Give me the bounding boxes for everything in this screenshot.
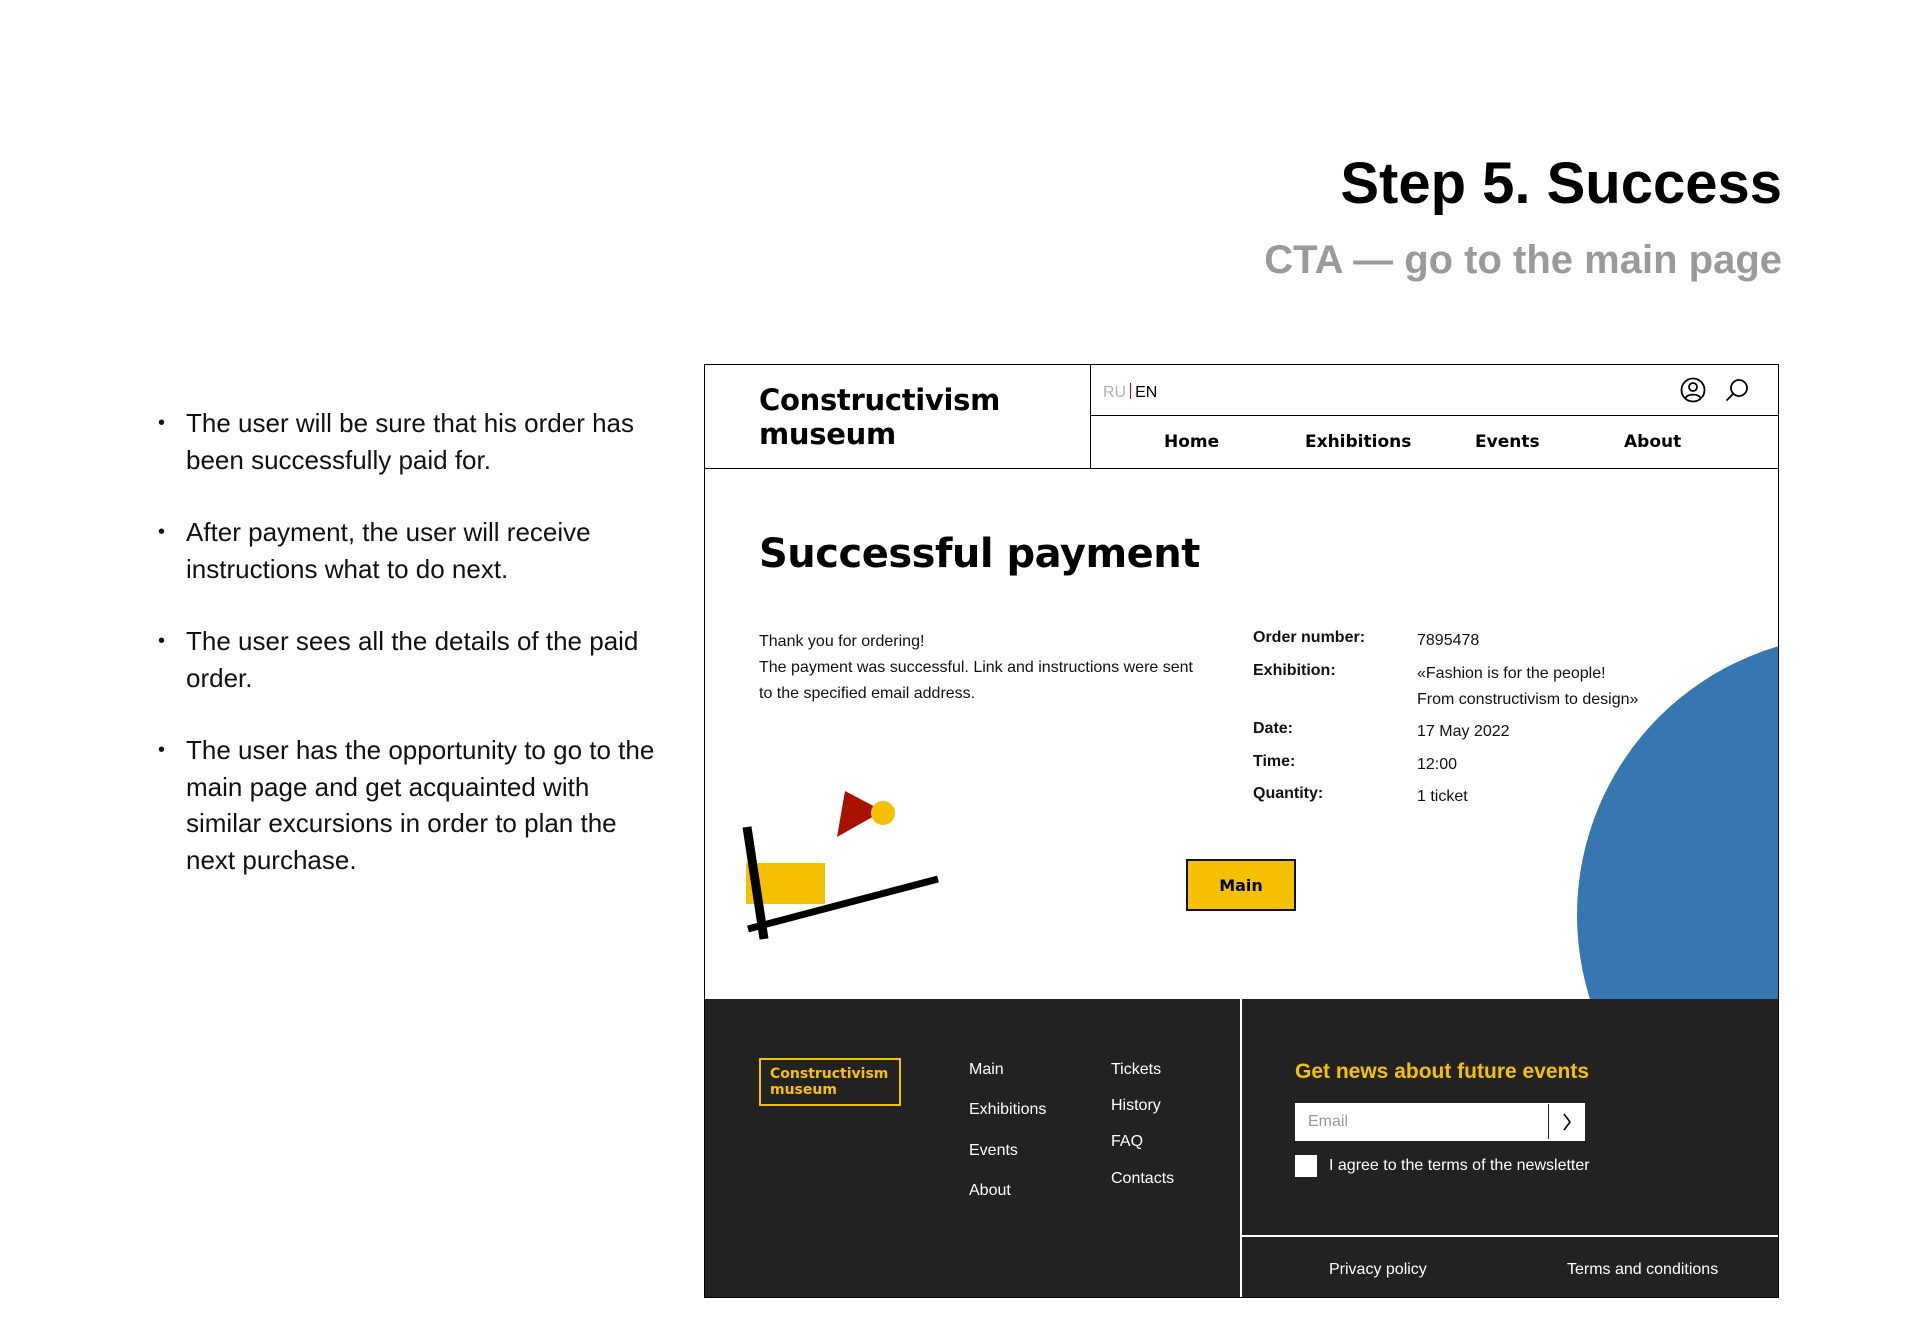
main-nav [1091,416,1778,469]
logo-line-2: museum [759,417,896,451]
exhibition-label: Exhibition: [1253,662,1336,679]
time-label: Time: [1253,753,1296,770]
site-header [705,365,1778,469]
yellow-dot-shape [871,801,895,825]
thanks-line: Thank you for ordering! [759,633,925,650]
nav-item-home[interactable]: Home [1164,432,1220,452]
quantity-value: 1 ticket [1417,788,1468,805]
main-page-button[interactable]: Main [1186,859,1296,911]
time-value: 12:00 [1417,756,1458,773]
header-top-row [1091,365,1778,416]
newsletter-title: Get news about future events [1295,1060,1590,1083]
page-title: Successful payment [759,531,1200,577]
exhibition-value [1417,661,1638,713]
language-switcher [1103,383,1157,402]
footer-logo-line-1: Constructivism [770,1066,889,1082]
lang-separator [1130,383,1131,399]
bullet-item: • The user will be sure that his order has been successfully paid for. [186,405,656,478]
lang-ru[interactable]: RU [1103,384,1127,401]
terms-and-conditions-link[interactable]: Terms and conditions [1567,1261,1719,1278]
footer-link-contacts[interactable]: Contacts [1111,1170,1175,1187]
logo-container[interactable] [705,365,1091,469]
site-logo[interactable] [759,383,1000,451]
newsletter-form [1295,1103,1585,1141]
website-mockup [704,364,1779,1298]
footer-link-events[interactable]: Events [969,1142,1018,1159]
bullet-item: • The user sees all the details of the paid order. [186,623,656,696]
nav-item-events[interactable]: Events [1475,432,1540,452]
footer-link-main[interactable]: Main [969,1061,1004,1078]
lang-en[interactable]: EN [1135,384,1158,401]
footer-divider-vertical [1240,999,1242,1298]
slide-title: Step 5. Success [1340,151,1782,216]
privacy-policy-link[interactable]: Privacy policy [1329,1261,1427,1278]
footer-link-faq[interactable]: FAQ [1111,1133,1144,1150]
newsletter-agree-label: I agree to the terms of the newsletter [1329,1157,1590,1174]
chevron-right-icon [1561,1112,1573,1132]
constructivist-illustration [735,773,965,973]
email-field[interactable] [1296,1104,1546,1139]
logo-line-1: Constructivism [759,383,1001,417]
date-value: 17 May 2022 [1417,723,1510,740]
footer-link-about[interactable]: About [969,1182,1011,1199]
exhibition-line-2: From constructivism to design» [1417,691,1639,708]
footer-link-exhibitions[interactable]: Exhibitions [969,1101,1047,1118]
exhibition-line-1: «Fashion is for the people! [1417,665,1606,682]
footer-logo-line-2: museum [770,1082,837,1098]
footer-logo[interactable] [759,1058,901,1106]
user-icon[interactable] [1680,377,1706,403]
feature-bullet-list [186,405,656,914]
payment-message [759,629,1209,707]
nav-item-exhibitions[interactable]: Exhibitions [1305,432,1412,452]
bullet-item: • After payment, the user will receive instructions what to do next. [186,514,656,587]
newsletter-agree-checkbox[interactable] [1295,1155,1317,1177]
footer-divider-horizontal [1242,1235,1778,1237]
nav-item-about[interactable]: About [1624,432,1682,452]
quantity-label: Quantity: [1253,785,1324,802]
order-number-value: 7895478 [1417,632,1480,649]
instructions-text: The payment was successful. Link and instructions were sent to the specified email address. [759,659,1193,702]
slide-subtitle: CTA — go to the main page [1264,238,1782,282]
subscribe-button[interactable] [1548,1104,1584,1139]
footer-link-tickets[interactable]: Tickets [1111,1061,1162,1078]
footer-link-history[interactable]: History [1111,1097,1161,1114]
search-icon[interactable] [1724,377,1750,403]
bullet-item: • The user has the opportunity to go to the main page and get acquainted with similar excursions in order to plan the next purchase. [186,732,656,878]
order-number-label: Order number: [1253,629,1366,646]
site-footer [705,999,1778,1298]
date-label: Date: [1253,720,1294,737]
